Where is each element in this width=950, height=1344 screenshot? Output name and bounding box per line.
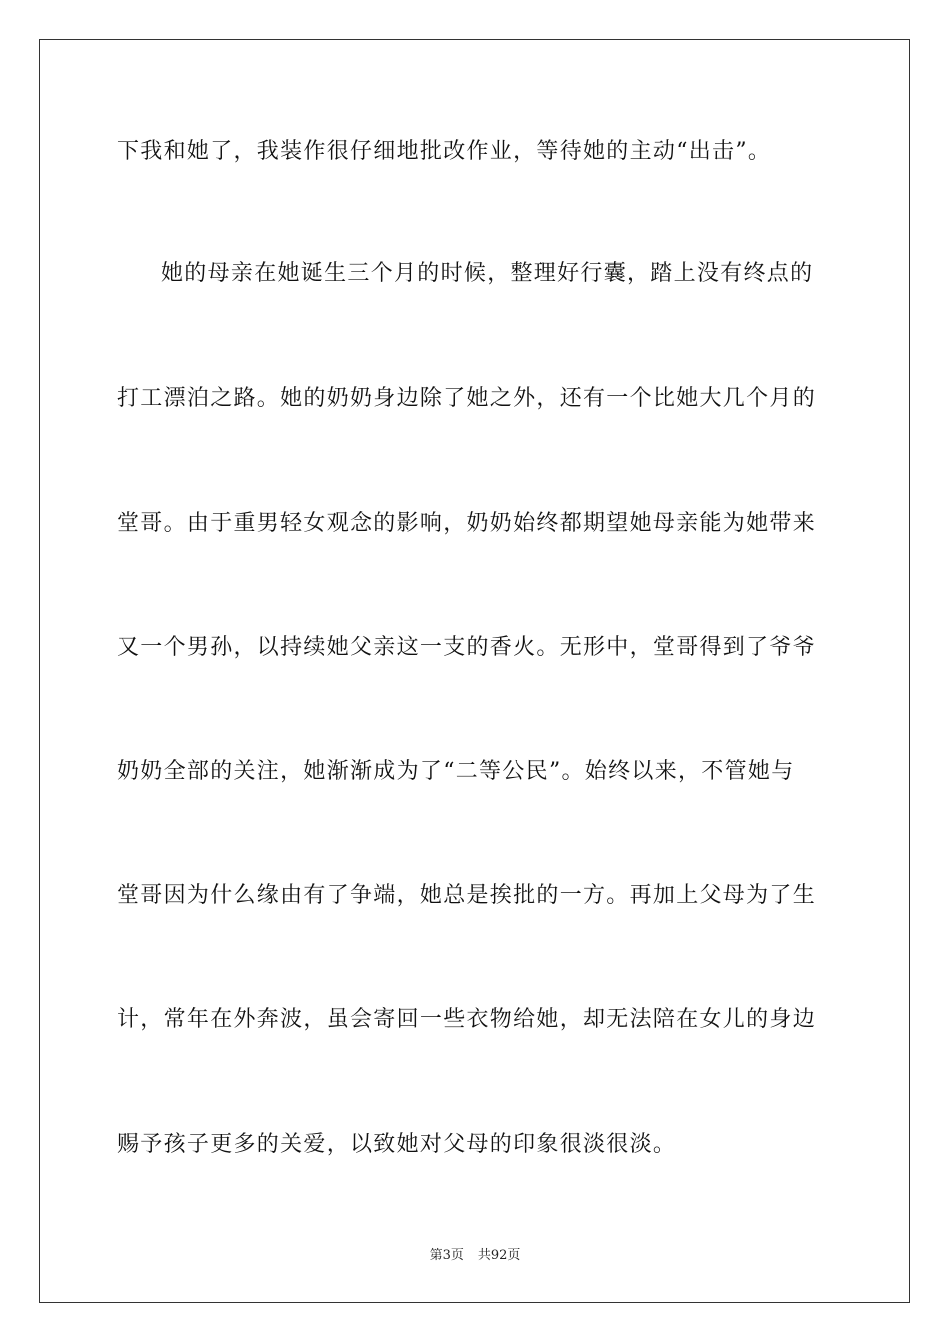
page-total: 共92页 [477, 1248, 521, 1263]
text-line: 奶奶全部的关注，她渐渐成为了“二等公民”。始终以来，不管她与 [117, 759, 795, 784]
text-line: 又一个男孙，以持续她父亲这一支的香火。无形中，堂哥得到了爷爷 [117, 635, 817, 660]
text-line: 打工漂泊之路。她的奶奶身边除了她之外，还有一个比她大几个月的 [117, 386, 817, 411]
text-line: 下我和她了，我装作很仔细地批改作业，等待她的主动“出击”。 [117, 139, 772, 164]
text-line: 堂哥因为什么缘由有了争端，她总是挨批的一方。再加上父母为了生 [117, 883, 817, 908]
text-line: 她的母亲在她诞生三个月的时候，整理好行囊，踏上没有终点的 [161, 261, 814, 286]
text-line: 计，常年在外奔波，虽会寄回一些衣物给她，却无法陪在女儿的身边 [117, 1007, 817, 1032]
text-line: 堂哥。由于重男轻女观念的影响，奶奶始终都期望她母亲能为她带来 [117, 511, 817, 536]
page-border [39, 39, 910, 1303]
page-footer [0, 1247, 950, 1265]
text-line: 赐予孩子更多的关爱，以致她对父母的印象很淡很淡。 [117, 1132, 677, 1157]
page-number: 第3页 [429, 1248, 464, 1263]
